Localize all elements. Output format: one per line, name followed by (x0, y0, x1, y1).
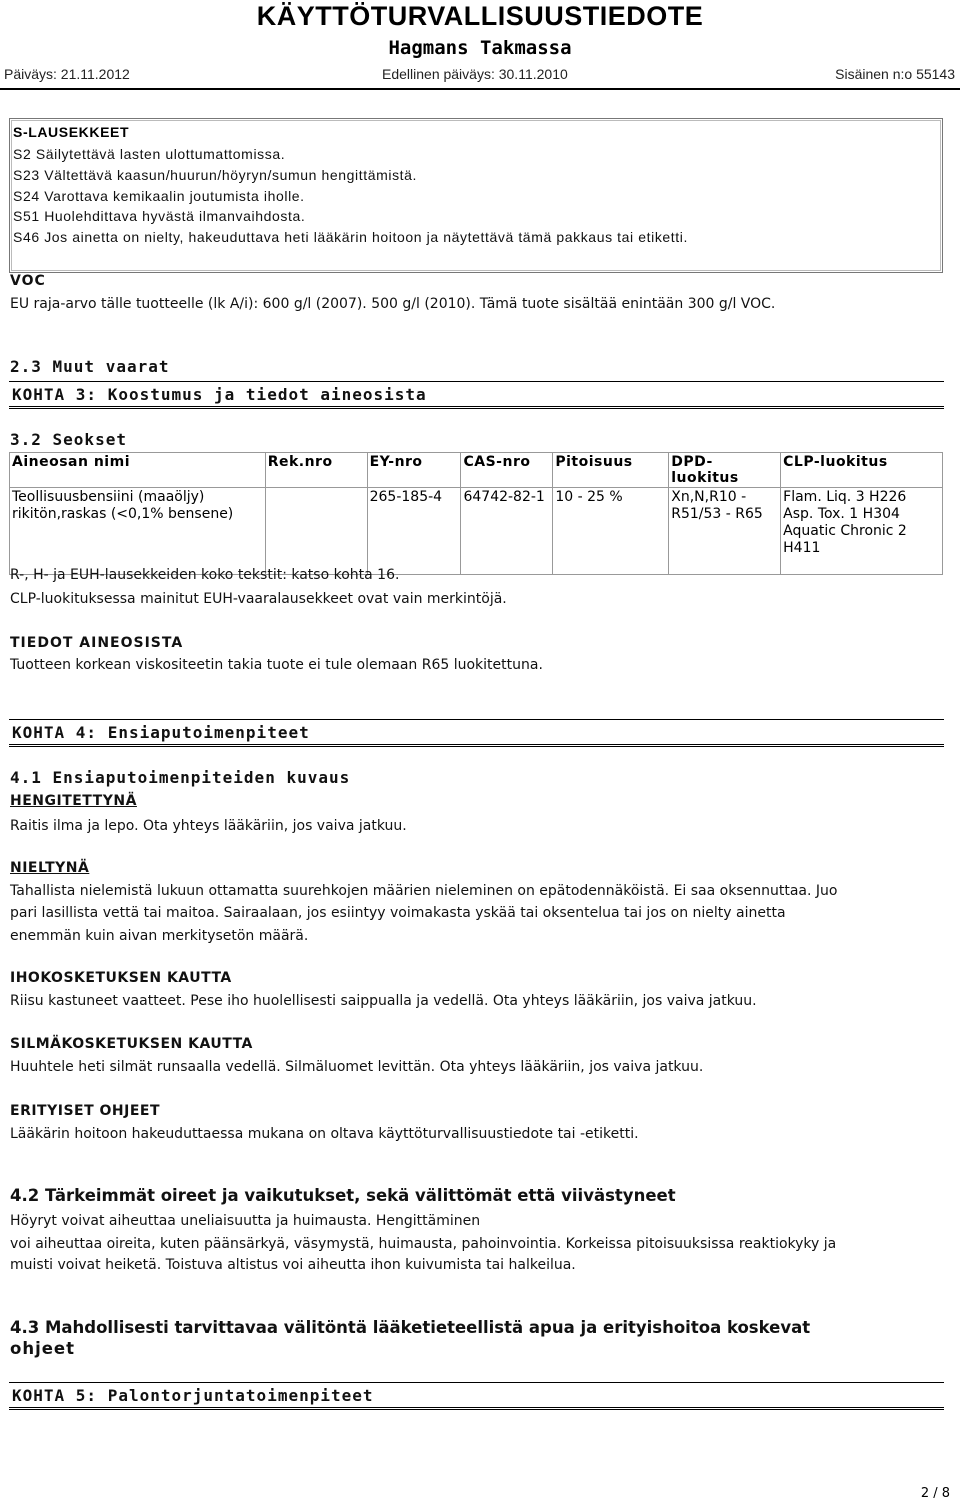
table-header: Pitoisuus (553, 453, 669, 488)
section-4-2-heading: 4.2 Tärkeimmät oireet ja vaikutukset, sekä välittömät että viivästyneet (10, 1186, 676, 1205)
s-phrase-line: S24 Varottava kemikaalin joutumista iholle. (13, 188, 305, 204)
date: Päiväys: 21.11.2012 (4, 66, 130, 82)
cell-substance-name: Teollisuusbensiini (maaöljy) rikitön,raskas (<0,1% bensene) (10, 488, 266, 575)
cell-reg-no (265, 488, 367, 575)
section-4-bar-top (9, 719, 944, 720)
table-header: DPD-luokitus (669, 453, 781, 488)
section-3-2-heading: 3.2 Seokset (10, 430, 127, 449)
section-4-title: KOHTA 4: Ensiaputoimenpiteet (12, 723, 310, 742)
company-name: Hagmans Takmassa (388, 37, 572, 59)
special-instructions-text: Lääkärin hoitoon hakeuduttaessa mukana on oltava käyttöturvallisuustiedote tai -etiketti. (10, 1126, 639, 1142)
table-header: CAS-nro (461, 453, 553, 488)
inhalation-text: Raitis ilma ja lepo. Ota yhteys lääkäriin, jos vaiva jatkuu. (10, 818, 407, 834)
section-2-3-heading: 2.3 Muut vaarat (10, 357, 170, 376)
header-divider (0, 88, 960, 90)
voc-text: EU raja-arvo tälle tuotteelle (lk A/i): 600 g/l (2007). 500 g/l (2010). Tämä tuote sisältää enintään 300 g/l VOC. (10, 296, 776, 312)
ingestion-text: pari lasillista vettä tai maitoa. Sairaalaan, jos esiintyy voimakasta yskää tai oksentelua tai jos on nielty ainetta (10, 905, 786, 921)
section-3-bar-top (9, 381, 944, 382)
table-header: EY-nro (367, 453, 461, 488)
s-phrase-line: S46 Jos ainetta on nielty, hakeuduttava heti lääkärin hoitoon ja näytettävä tämä pakkaus tai etiketti. (13, 229, 688, 245)
s-phrases-heading: S-LAUSEKKEET (13, 124, 130, 140)
voc-heading: VOC (10, 273, 46, 289)
table-header: Aineosan nimi (10, 453, 266, 488)
section-5-bar-top (9, 1382, 944, 1383)
section-4-2-text: muisti voivat heiketä. Toistuva altistus voi aiheutta ihon kuivumista tai halkeilua. (10, 1257, 576, 1273)
table-header: CLP-luokitus (781, 453, 943, 488)
section-5-title: KOHTA 5: Palontorjuntatoimenpiteet (12, 1386, 374, 1405)
s-phrase-line: S23 Vältettävä kaasun/huurun/höyryn/sumun hengittämistä. (13, 167, 418, 183)
section-3-title: KOHTA 3: Koostumus ja tiedot aineosista (12, 385, 427, 404)
section-3-bar-bottom (9, 406, 944, 407)
table-row (10, 488, 943, 575)
section-4-bar-bottom (9, 744, 944, 745)
internal-number: Sisäinen n:o 55143 (835, 66, 955, 82)
special-instructions-heading: ERITYISET OHJEET (10, 1103, 161, 1119)
ingredient-info-heading: TIEDOT AINEOSISTA (10, 635, 184, 651)
table-header-row (10, 453, 943, 488)
previous-date: Edellinen päiväys: 30.11.2010 (382, 66, 568, 82)
inhalation-heading: HENGITETTYNÄ (10, 793, 137, 809)
table-header: Rek.nro (265, 453, 367, 488)
cell-ec-no: 265-185-4 (367, 488, 461, 575)
cell-cas-no: 64742-82-1 (461, 488, 553, 575)
skin-contact-text: Riisu kastuneet vaatteet. Pese iho huolellisesti saippualla ja vedellä. Ota yhteys lääkäriin, jos vaiva jatkuu. (10, 993, 757, 1009)
composition-table (9, 452, 943, 575)
section-5-bar-bottom (9, 1407, 944, 1408)
cell-clp-classification: Flam. Liq. 3 H226 Asp. Tox. 1 H304 Aquatic Chronic 2 H411 (781, 488, 943, 575)
cell-concentration: 10 - 25 % (553, 488, 669, 575)
s-phrase-line: S2 Säilytettävä lasten ulottumattomissa. (13, 146, 286, 162)
document-title: KÄYTTÖTURVALLISUUSTIEDOTE (256, 1, 704, 31)
note-r-h-phrases: R-, H- ja EUH-lausekkeiden koko tekstit: katso kohta 16. (10, 567, 400, 583)
eye-contact-text: Huuhtele heti silmät runsaalla vedellä. Silmäluomet levittän. Ota yhteys lääkäriin, jos vaiva jatkuu. (10, 1059, 704, 1075)
section-4-1-heading: 4.1 Ensiaputoimenpiteiden kuvaus (10, 768, 351, 787)
ingestion-text: enemmän kuin aivan merkitysetön määrä. (10, 928, 309, 944)
section-4-2-text: voi aiheuttaa oireita, kuten päänsärkyä, väsymystä, huimausta, pahoinvointia. Korkeissa pitoisuuksissa reaktiokyky ja (10, 1236, 837, 1252)
ingestion-text: Tahallista nielemistä lukuun ottamatta suurehkojen määrien nieleminen on epätodennäköistä. Ei saa oksennuttaa. Juo (10, 883, 838, 899)
section-4-3-heading: 4.3 Mahdollisesti tarvittavaa välitöntä lääketieteellistä apua ja erityishoitoa koskevat (10, 1318, 811, 1337)
section-4-3-heading-cont: ohjeet (10, 1339, 76, 1358)
section-4-2-text: Höyryt voivat aiheuttaa uneliaisuutta ja huimausta. Hengittäminen (10, 1213, 481, 1229)
page-number: 2 / 8 (920, 1486, 950, 1501)
note-euh-phrases: CLP-luokituksessa mainitut EUH-vaaralausekkeet ovat vain merkintöjä. (10, 591, 507, 607)
skin-contact-heading: IHOKOSKETUKSEN KAUTTA (10, 970, 232, 986)
ingredient-info-text: Tuotteen korkean viskositeetin takia tuote ei tule olemaan R65 luokitettuna. (10, 657, 543, 673)
eye-contact-heading: SILMÄKOSKETUKSEN KAUTTA (10, 1036, 253, 1052)
s-phrase-line: S51 Huolehdittava hyvästä ilmanvaihdosta. (13, 208, 306, 224)
ingestion-heading: NIELTYNÄ (10, 860, 90, 876)
cell-dpd-classification: Xn,N,R10 - R51/53 - R65 (669, 488, 781, 575)
